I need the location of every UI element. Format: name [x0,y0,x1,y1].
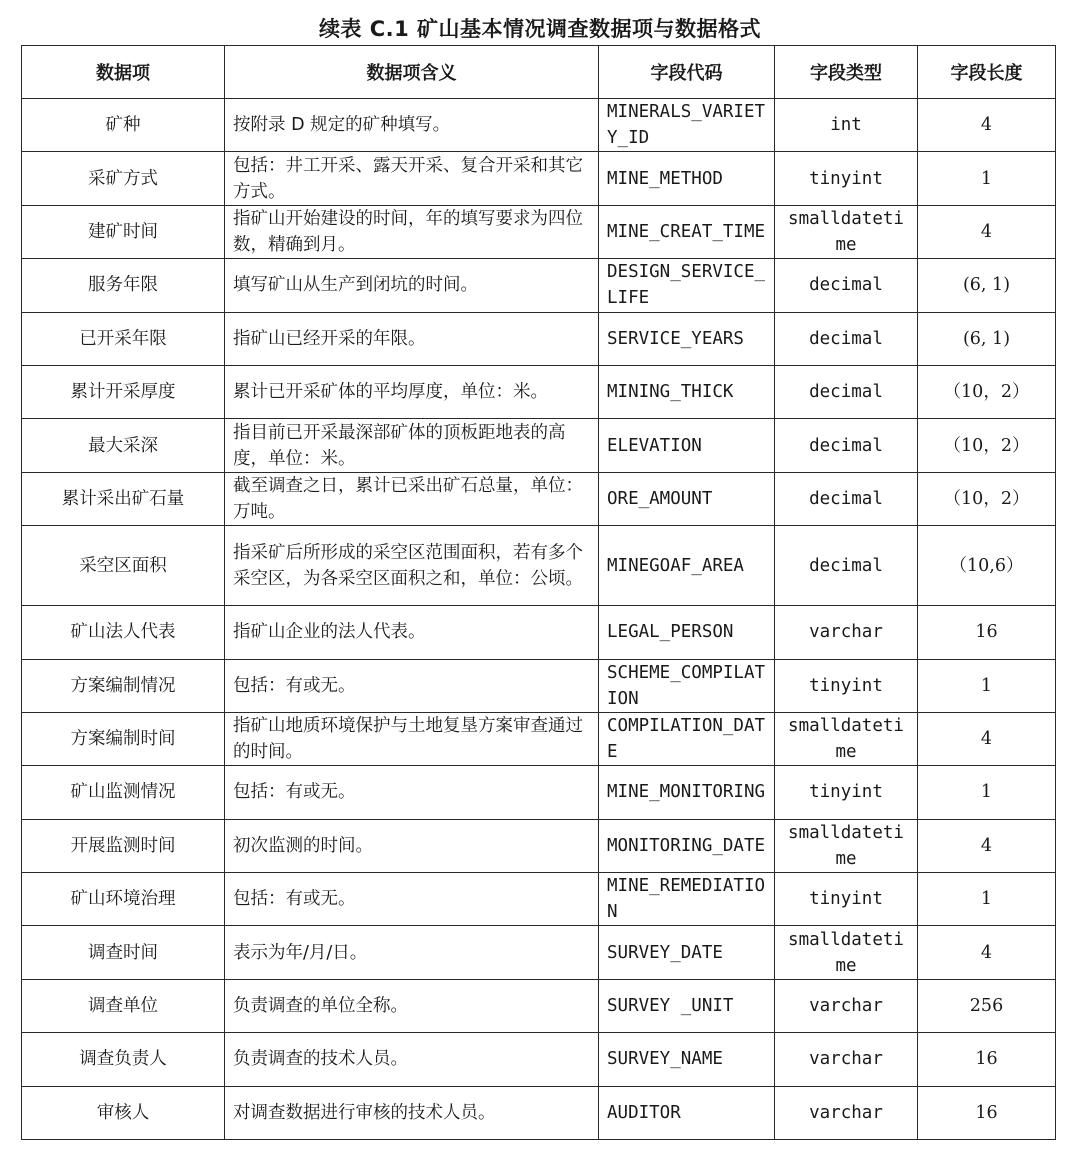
cell-meaning: 初次监测的时间。 [225,819,599,872]
cell-code: MINERALS_VARIETY_ID [599,99,775,152]
table-row [22,659,1056,712]
table-row [22,979,1056,1032]
cell-meaning: 指矿山地质环境保护与土地复垦方案审查通过的时间。 [225,712,599,765]
table-row [22,259,1056,312]
cell-code: MINEGOAF_AREA [599,526,775,606]
cell-name: 方案编制时间 [22,712,225,765]
cell-name: 建矿时间 [22,205,225,258]
cell-name: 累计开采厚度 [22,365,225,418]
cell-type: tinyint [775,152,918,205]
cell-type: smalldatetime [775,819,918,872]
cell-code: ORE_AMOUNT [599,472,775,525]
table-row [22,205,1056,258]
cell-length: 1 [918,659,1056,712]
header-type: 字段类型 [775,46,918,99]
cell-length: 256 [918,979,1056,1032]
cell-code: MINE_REMEDIATION [599,873,775,926]
table-row [22,1033,1056,1086]
table-row [22,365,1056,418]
cell-code: SERVICE_YEARS [599,312,775,365]
cell-code: MINE_MONITORING [599,766,775,819]
cell-name: 累计采出矿石量 [22,472,225,525]
cell-meaning: 截至调查之日，累计已采出矿石总量，单位：万吨。 [225,472,599,525]
cell-meaning: 指矿山企业的法人代表。 [225,606,599,659]
table-row [22,926,1056,979]
cell-length: 4 [918,926,1056,979]
cell-code: SURVEY _UNIT [599,979,775,1032]
cell-type: decimal [775,312,918,365]
cell-type: decimal [775,526,918,606]
cell-length: （10，2） [918,365,1056,418]
table-row [22,766,1056,819]
table-row [22,873,1056,926]
cell-length: 16 [918,606,1056,659]
cell-code: SURVEY_DATE [599,926,775,979]
cell-code: ELEVATION [599,419,775,472]
cell-type: decimal [775,365,918,418]
cell-name: 矿山监测情况 [22,766,225,819]
cell-length: 4 [918,819,1056,872]
cell-meaning: 指矿山开始建设的时间，年的填写要求为四位数，精确到月。 [225,205,599,258]
header-length: 字段长度 [918,46,1056,99]
cell-name: 采空区面积 [22,526,225,606]
cell-code: MINE_METHOD [599,152,775,205]
cell-type: tinyint [775,873,918,926]
cell-length: 16 [918,1086,1056,1139]
cell-code: SURVEY_NAME [599,1033,775,1086]
cell-type: varchar [775,606,918,659]
cell-type: smalldatetime [775,712,918,765]
table-caption: 续表 C.1 矿山基本情况调查数据项与数据格式 [318,17,762,41]
cell-meaning: 指采矿后所形成的采空区范围面积，若有多个采空区，为各采空区面积之和，单位：公顷。 [225,526,599,606]
cell-type: decimal [775,419,918,472]
cell-name: 审核人 [22,1086,225,1139]
cell-length: 16 [918,1033,1056,1086]
cell-length: (6, 1) [918,259,1056,312]
cell-meaning: 包括：有或无。 [225,659,599,712]
header-name: 数据项 [22,46,225,99]
cell-name: 服务年限 [22,259,225,312]
cell-meaning: 按附录 D 规定的矿种填写。 [225,99,599,152]
cell-meaning: 表示为年/月/日。 [225,926,599,979]
table-row [22,312,1056,365]
cell-name: 最大采深 [22,419,225,472]
cell-length: (6, 1) [918,312,1056,365]
cell-type: tinyint [775,659,918,712]
cell-meaning: 包括：井工开采、露天开采、复合开采和其它方式。 [225,152,599,205]
cell-code: AUDITOR [599,1086,775,1139]
cell-type: int [775,99,918,152]
cell-name: 方案编制情况 [22,659,225,712]
cell-name: 调查单位 [22,979,225,1032]
cell-name: 矿山环境治理 [22,873,225,926]
header-meaning: 数据项含义 [225,46,599,99]
cell-length: 4 [918,205,1056,258]
cell-type: decimal [775,472,918,525]
cell-code: SCHEME_COMPILATION [599,659,775,712]
table-row [22,606,1056,659]
table-header-row [22,46,1056,99]
cell-length: （10，2） [918,419,1056,472]
cell-length: 4 [918,99,1056,152]
cell-meaning: 指目前已开采最深部矿体的顶板距地表的高度，单位：米。 [225,419,599,472]
cell-meaning: 负责调查的单位全称。 [225,979,599,1032]
cell-length: 4 [918,712,1056,765]
cell-name: 调查负责人 [22,1033,225,1086]
cell-code: MONITORING_DATE [599,819,775,872]
cell-meaning: 累计已开采矿体的平均厚度，单位：米。 [225,365,599,418]
cell-meaning: 对调查数据进行审核的技术人员。 [225,1086,599,1139]
cell-name: 已开采年限 [22,312,225,365]
cell-type: smalldatetime [775,205,918,258]
table-row [22,99,1056,152]
cell-length: 1 [918,766,1056,819]
cell-name: 矿山法人代表 [22,606,225,659]
table-row [22,819,1056,872]
cell-meaning: 包括：有或无。 [225,873,599,926]
cell-length: 1 [918,152,1056,205]
cell-code: COMPILATION_DATE [599,712,775,765]
cell-type: smalldatetime [775,926,918,979]
cell-meaning: 负责调查的技术人员。 [225,1033,599,1086]
cell-code: MINING_THICK [599,365,775,418]
cell-type: varchar [775,979,918,1032]
cell-meaning: 填写矿山从生产到闭坑的时间。 [225,259,599,312]
cell-meaning: 包括：有或无。 [225,766,599,819]
cell-length: 1 [918,873,1056,926]
table-row [22,419,1056,472]
table-row [22,152,1056,205]
table-row [22,472,1056,525]
cell-name: 矿种 [22,99,225,152]
cell-meaning: 指矿山已经开采的年限。 [225,312,599,365]
cell-code: LEGAL_PERSON [599,606,775,659]
cell-code: DESIGN_SERVICE_LIFE [599,259,775,312]
data-format-table [21,45,1056,1140]
cell-name: 调查时间 [22,926,225,979]
cell-name: 开展监测时间 [22,819,225,872]
cell-name: 采矿方式 [22,152,225,205]
cell-length: （10,6） [918,526,1056,606]
cell-length: （10，2） [918,472,1056,525]
header-code: 字段代码 [599,46,775,99]
cell-code: MINE_CREAT_TIME [599,205,775,258]
table-row [22,1086,1056,1139]
table-row [22,526,1056,606]
cell-type: varchar [775,1086,918,1139]
cell-type: tinyint [775,766,918,819]
table-row [22,712,1056,765]
cell-type: varchar [775,1033,918,1086]
cell-type: decimal [775,259,918,312]
